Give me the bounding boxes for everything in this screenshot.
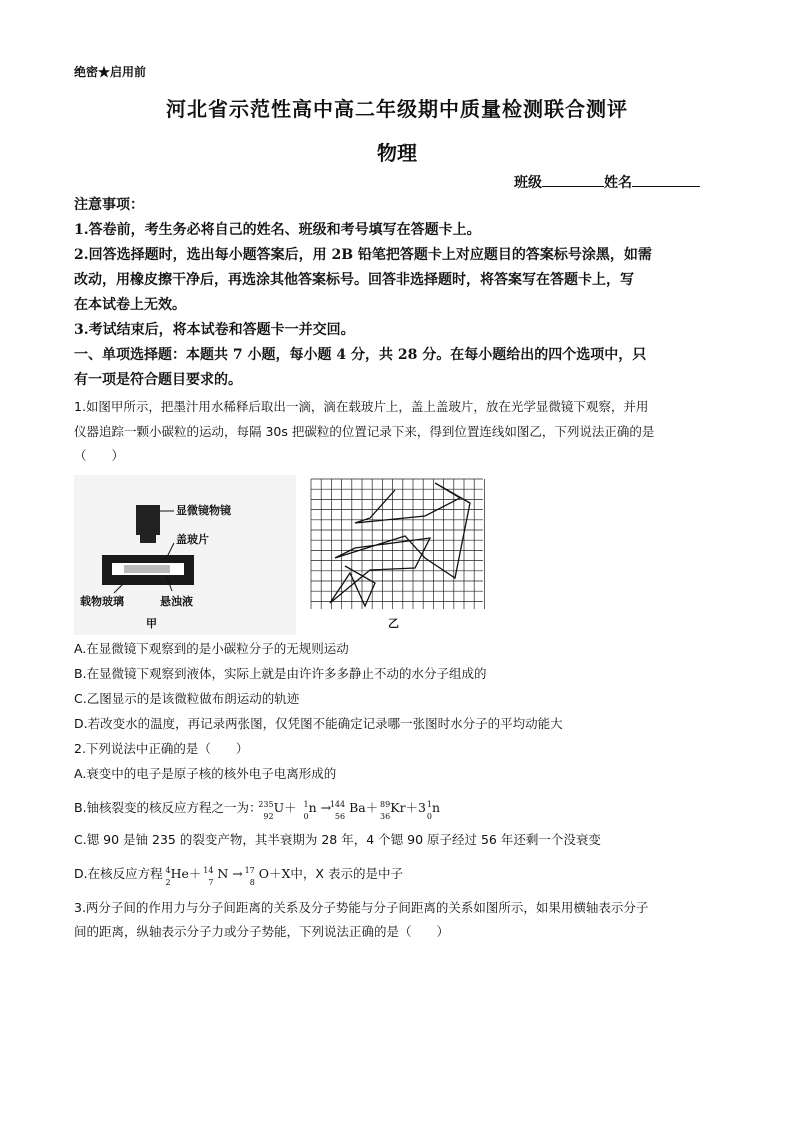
trajectory-grid: [310, 478, 485, 611]
q1-stem-line-2: 仪器追踪一颗小碳粒的运动，每隔 30s 把碳粒的位置记录下来，得到位置连线如图乙，下列说法正确的是: [74, 424, 655, 439]
section-1-line-1: 一、单项选择题：本题共 7 小题，每小题 4 分，共 28 分。在每小题给出的四个选项中，只: [74, 347, 647, 363]
label-slide: 载物玻璃: [80, 595, 124, 608]
q1-option-a: A.在显微镜下观察到的是小碳粒分子的无规则运动: [74, 641, 349, 656]
caption-jia: 甲: [146, 617, 157, 630]
class-label: 班级: [514, 175, 542, 191]
figure-a-microscope: [74, 475, 296, 635]
q1-option-d: D.若改变水的温度，再记录两张图，仅凭图不能确定记录哪一张图时水分子的平均动能大: [74, 716, 563, 731]
q1-option-b: B.在显微镜下观察到液体，实际上就是由许许多多静止不动的水分子组成的: [74, 666, 487, 681]
notice-heading: 注意事项：: [74, 197, 144, 213]
name-label: 姓名: [604, 175, 632, 191]
notice-item-2-line-3: 在本试卷上无效。: [74, 297, 186, 313]
q1-stem-line-3: （ ）: [74, 448, 125, 463]
notice-item-1: 1.答卷前，考生务必将自己的姓名、班级和考号填写在答题卡上。: [74, 222, 481, 238]
label-objective: 显微镜物镜: [176, 504, 231, 517]
subject-title: 物理: [377, 141, 417, 165]
notice-item-3: 3.考试结束后，将本试卷和答题卡一并交回。: [74, 322, 355, 338]
notice-item-2-line-1: 2.回答选择题时，选出每小题答案后，用 2B 铅笔把答题卡上对应题目的答案标号涂黑，如需: [74, 247, 652, 263]
fission-equation: 235 92 U＋ 1 0 n → 144 56 Ba＋ 89 36 Kr＋3 1 0 n: [258, 800, 441, 821]
q1-option-c: C.乙图显示的是该微粒做布朗运动的轨迹: [74, 691, 300, 706]
label-suspension: 悬浊液: [160, 595, 193, 608]
q2-option-b: [74, 796, 724, 820]
reaction-equation: 4 2 He＋ 14 7 N → 17 8 O＋X: [165, 866, 291, 887]
label-cover-glass: 盖玻片: [176, 533, 209, 546]
section-1-line-2: 有一项是符合题目要求的。: [74, 372, 242, 388]
microscope-diagram: [74, 475, 296, 635]
caption-yi: 乙: [388, 617, 399, 630]
q2-stem: 2.下列说法中正确的是（ ）: [74, 741, 249, 756]
q2-option-d: [74, 862, 724, 886]
q3-stem-line-1: 3.两分子间的作用力与分子间距离的关系及分子势能与分子间距离的关系如图所示，如果用横轴表示分子: [74, 900, 649, 915]
q2-option-a: A.衰变中的电子是原子核的核外电子电离形成的: [74, 766, 337, 781]
name-blank: [632, 172, 700, 187]
q2-option-d-prefix: D.在核反应方程: [74, 866, 163, 881]
q2-option-d-suffix: 中，X 表示的是中子: [290, 866, 403, 881]
q2-option-c: C.锶 90 是铀 235 的裂变产物，其半衰期为 28 年，4 个锶 90 原子经过 56 年还剩一个没衰变: [74, 832, 601, 847]
exam-title: 河北省示范性高中高二年级期中质量检测联合测评: [166, 97, 628, 121]
confidential-label: 绝密★启用前: [74, 65, 147, 79]
q1-stem-line-1: 1.如图甲所示，把墨汁用水稀释后取出一滴，滴在载玻片上，盖上盖玻片，放在光学显微镜下观察，并用: [74, 399, 649, 414]
q3-stem-line-2: 间的距离，纵轴表示分子力或分子势能，下列说法正确的是（ ）: [74, 924, 450, 939]
notice-item-2-line-2: 改动，用橡皮擦干净后，再选涂其他答案标号。回答非选择题时，将答案写在答题卡上，写: [74, 272, 634, 288]
figure-b-trajectory: [310, 478, 485, 633]
q2-option-b-text: B.铀核裂变的核反应方程之一为：: [74, 800, 262, 815]
class-blank: [542, 172, 604, 187]
class-name-line: [514, 172, 700, 192]
